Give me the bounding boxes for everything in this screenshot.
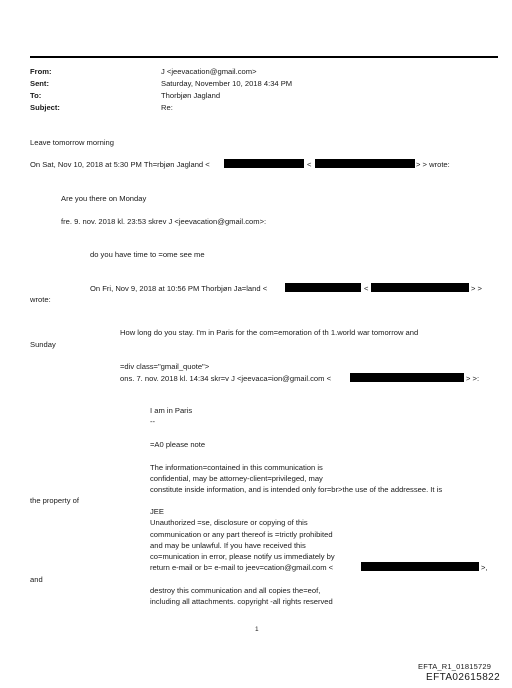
body-line: constitute inside information, and is intended only for=br>the use of the addressee. It is [150, 485, 443, 494]
subject-label: Subject: [30, 103, 60, 112]
body-line: -- [150, 417, 156, 426]
redaction-box [285, 283, 361, 292]
from-label: From: [30, 67, 52, 76]
body-line: fre. 9. nov. 2018 kl. 23:53 skrev J <jeevacation@gmail.com>: [61, 217, 267, 226]
header-rule [30, 56, 498, 58]
sent-value: Saturday, November 10, 2018 4:34 PM [161, 79, 293, 88]
redaction-box [371, 283, 469, 292]
redaction-box [224, 159, 304, 168]
body-line: On Sat, Nov 10, 2018 at 5:30 PM Th=rbjøn Jagland < [30, 160, 210, 169]
page-number: 1 [255, 626, 259, 633]
body-line: and may be unlawful. If you have received this [150, 541, 306, 550]
redaction-box [361, 562, 479, 571]
body-line: do you have time to =ome see me [90, 250, 205, 259]
body-line: Leave tomorrow morning [30, 138, 114, 147]
to-value: Thorbjøn Jagland [161, 91, 221, 100]
body-line: JEE [150, 507, 164, 516]
body-line: I am in Paris [150, 406, 193, 415]
body-line: Unauthorized =se, disclosure or copying of this [150, 518, 308, 527]
body-line: > >: [466, 374, 480, 383]
sent-label: Sent: [30, 79, 49, 88]
body-line: wrote: [30, 295, 51, 304]
body-line: destroy this communication and all copies the=eof, [150, 586, 321, 595]
subject-value: Re: [161, 103, 173, 112]
body-line: How long do you stay. I'm in Paris for the com=emoration of th 1.world war tomorrow and [120, 328, 419, 337]
body-line: < [307, 160, 312, 169]
body-line: On Fri, Nov 9, 2018 at 10:56 PM Thorbjøn Ja=land < [90, 284, 268, 293]
body-line: =A0 please note [150, 440, 206, 449]
body-line: and [30, 575, 43, 584]
body-line: The information=contained in this communication is [150, 463, 323, 472]
body-line: communication or any part thereof is =trictly prohibited [150, 530, 333, 539]
bates-number: EFTA_R1_01815729 [418, 662, 492, 671]
redaction-box [315, 159, 415, 168]
body-line: > > wrote: [416, 160, 450, 169]
body-line: the property of [30, 496, 79, 505]
from-value: J <jeevacation@gmail.com> [161, 67, 257, 76]
body-line: ons. 7. nov. 2018 kl. 14:34 skr=v J <jeevaca=ion@gmail.com < [120, 374, 332, 383]
body-line: return e-mail or b= e-mail to jeev=cation@gmail.com < [150, 563, 334, 572]
body-line: Are you there on Monday [61, 194, 147, 203]
body-line: >, [481, 563, 488, 572]
body-line: < [364, 284, 369, 293]
redaction-box [350, 373, 464, 382]
body-line: > > [471, 284, 482, 293]
body-line: confidential, may be attorney-client=privileged, may [150, 474, 323, 483]
to-label: To: [30, 91, 42, 100]
bates-number: EFTA02615822 [426, 672, 501, 683]
body-line: co=munication in error, please notify us immediately by [150, 552, 335, 561]
body-line: Sunday [30, 340, 56, 349]
body-line: =div class="gmail_quote"> [120, 362, 210, 371]
body-line: including all attachments. copyright -all rights reserved [150, 597, 333, 606]
